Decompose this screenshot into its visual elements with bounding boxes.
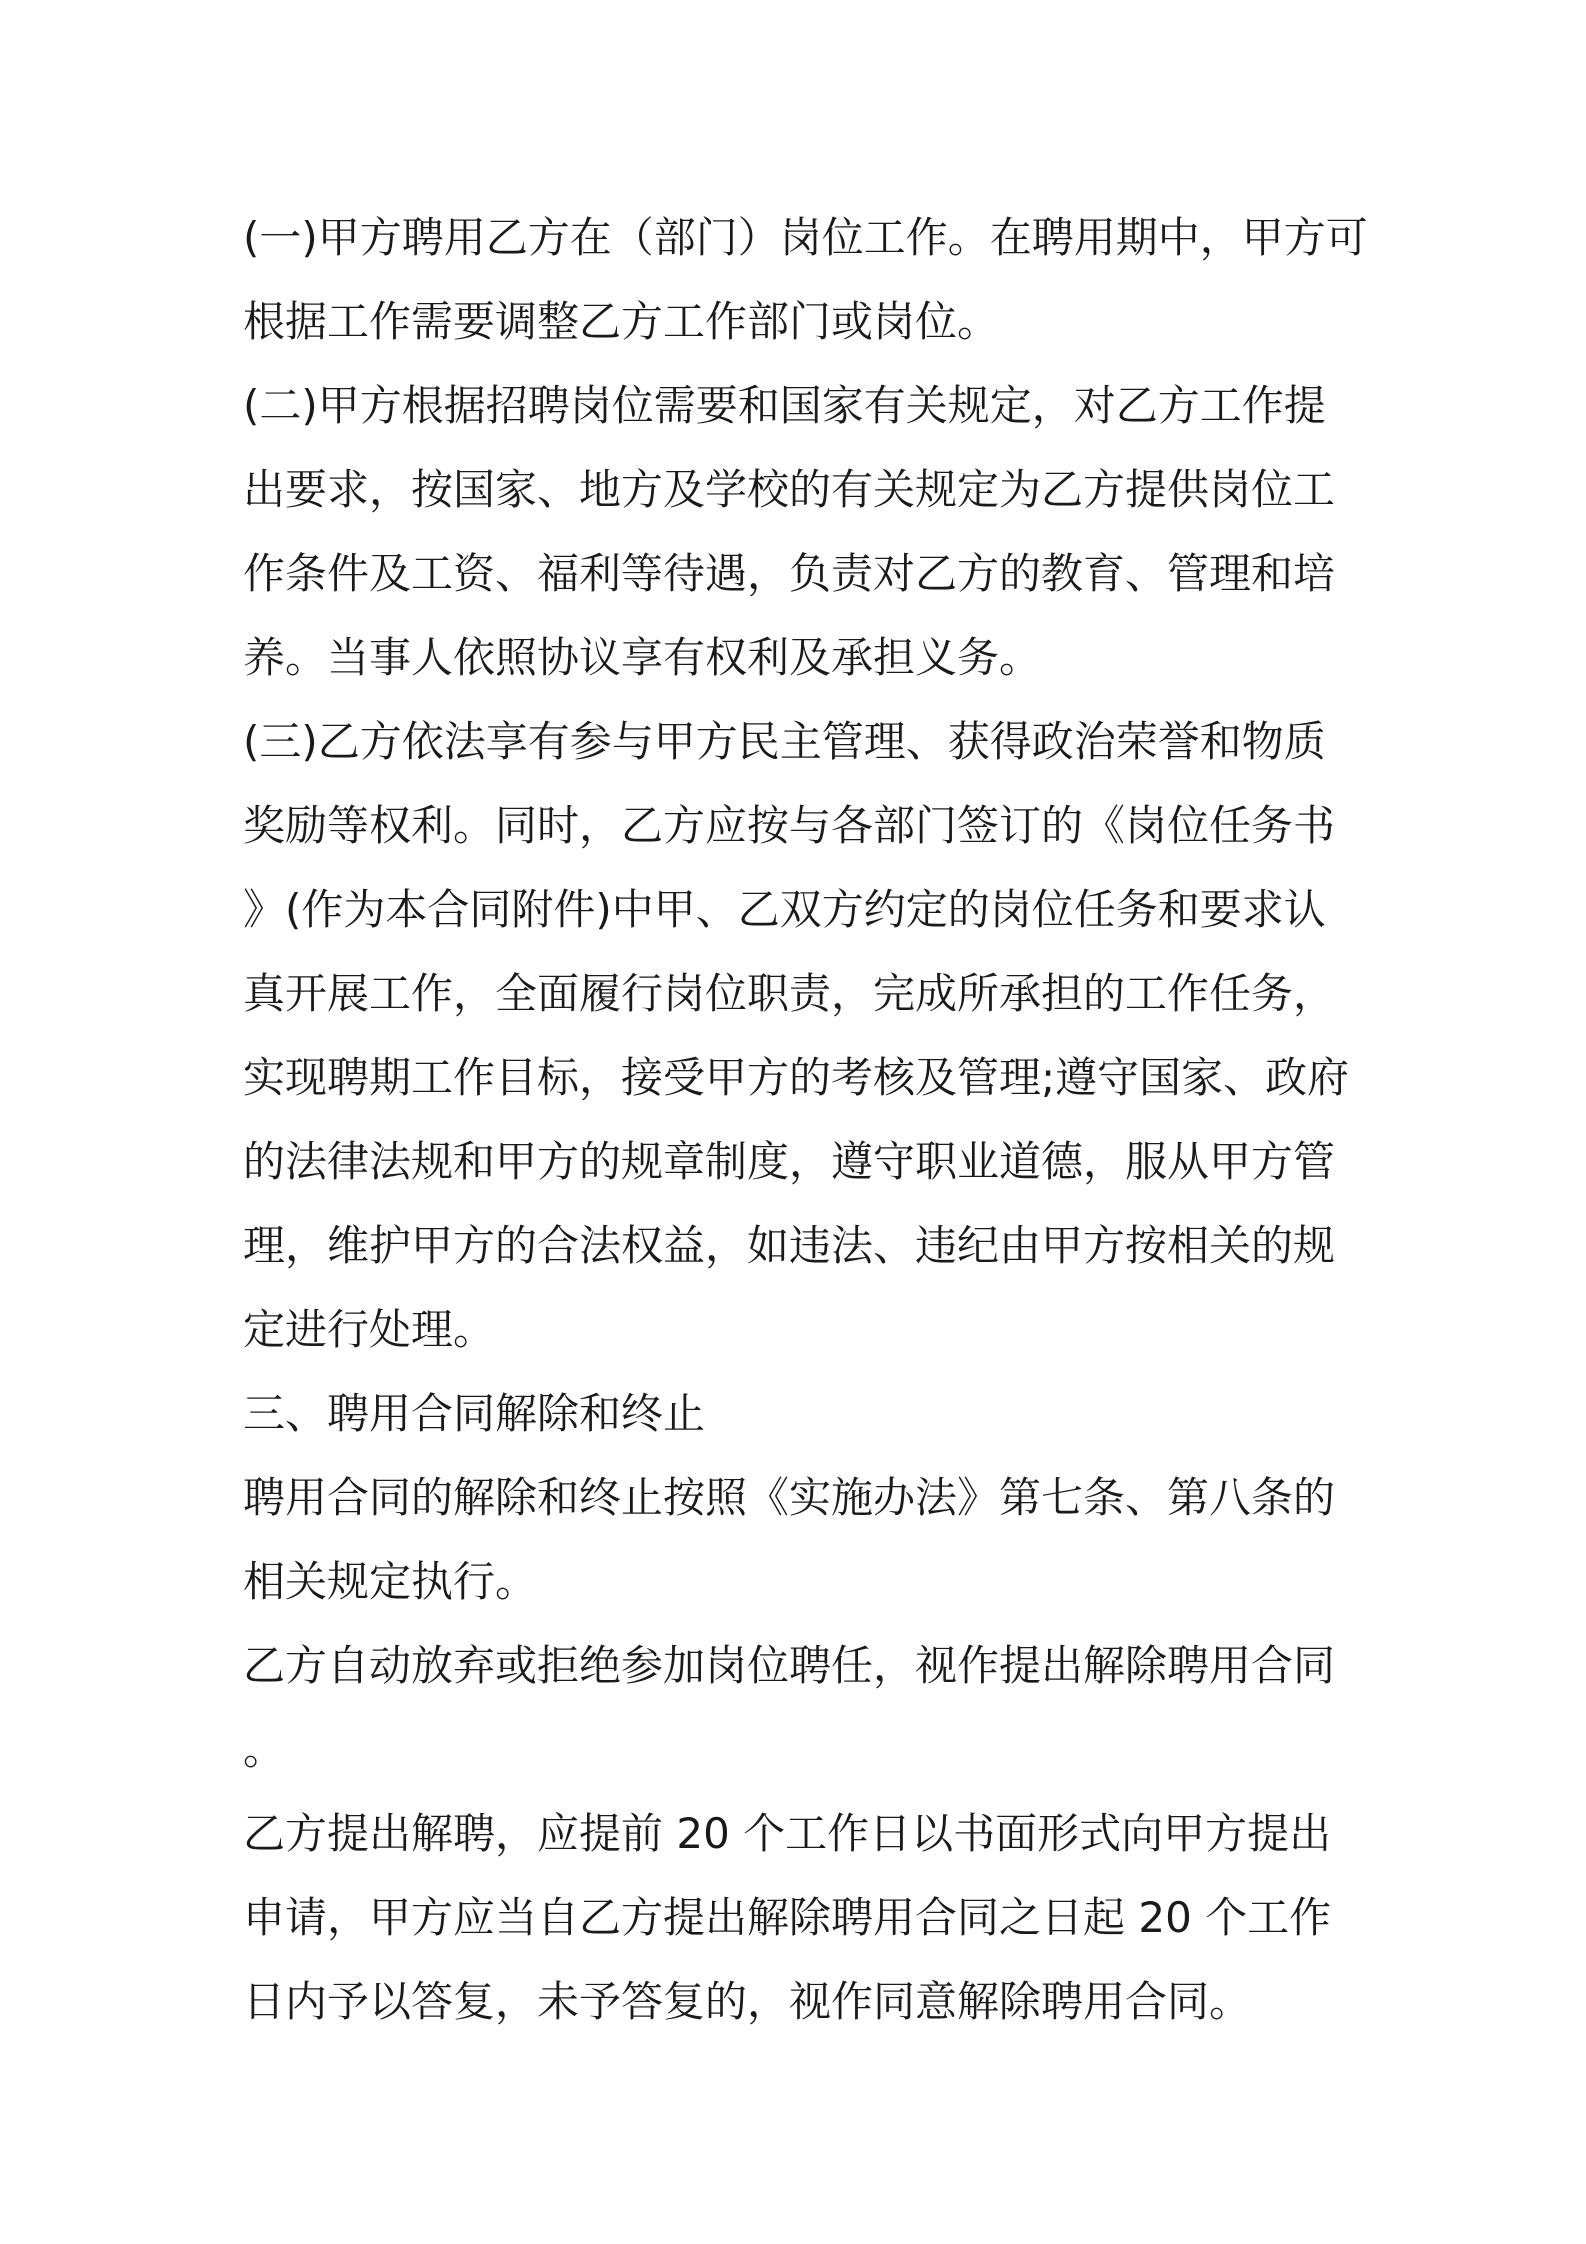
- paragraph-line: 聘用合同的解除和终止按照《实施办法》第七条、第八条的: [243, 1473, 1336, 1522]
- paragraph-line: 。: [243, 1725, 286, 1774]
- paragraph-line: 根据工作需要调整乙方工作部门或岗位。: [243, 297, 1000, 346]
- paragraph-line: (二)甲方根据招聘岗位需要和国家有关规定，对乙方工作提: [243, 381, 1326, 430]
- paragraph-line: 真开展工作，全面履行岗位职责，完成所承担的工作任务，: [243, 969, 1336, 1018]
- paragraph-line: 申请，甲方应当自乙方提出解除聘用合同之日起 20 个工作: [243, 1893, 1332, 1942]
- paragraph-line: 作条件及工资、福利等待遇，负责对乙方的教育、管理和培: [243, 549, 1336, 598]
- paragraph-line: 》(作为本合同附件)中甲、乙双方约定的岗位任务和要求认: [243, 885, 1326, 934]
- paragraph-line: 的法律法规和甲方的规章制度，遵守职业道德，服从甲方管: [243, 1137, 1336, 1186]
- paragraph-line: 奖励等权利。同时，乙方应按与各部门签订的《岗位任务书: [243, 801, 1336, 850]
- document-page: [243, 196, 1368, 2044]
- paragraph-line: 乙方提出解聘，应提前 20 个工作日以书面形式向甲方提出: [243, 1809, 1332, 1858]
- paragraph-line: 实现聘期工作目标，接受甲方的考核及管理;遵守国家、政府: [243, 1053, 1350, 1102]
- paragraph-line: 定进行处理。: [243, 1305, 496, 1354]
- paragraph-line: 乙方自动放弃或拒绝参加岗位聘任，视作提出解除聘用合同: [243, 1641, 1336, 1690]
- section-heading: 三、聘用合同解除和终止: [243, 1389, 706, 1438]
- paragraph-line: (三)乙方依法享有参与甲方民主管理、获得政治荣誉和物质: [243, 717, 1326, 766]
- paragraph-line: (一)甲方聘用乙方在（部门）岗位工作。在聘用期中，甲方可: [243, 213, 1368, 262]
- paragraph-line: 相关规定执行。: [243, 1557, 538, 1606]
- paragraph-line: 日内予以答复，未予答复的，视作同意解除聘用合同。: [243, 1977, 1252, 2026]
- paragraph-line: 理，维护甲方的合法权益，如违法、违纪由甲方按相关的规: [243, 1221, 1336, 1270]
- paragraph-line: 出要求，按国家、地方及学校的有关规定为乙方提供岗位工: [243, 465, 1336, 514]
- paragraph-line: 养。当事人依照协议享有权利及承担义务。: [243, 633, 1042, 682]
